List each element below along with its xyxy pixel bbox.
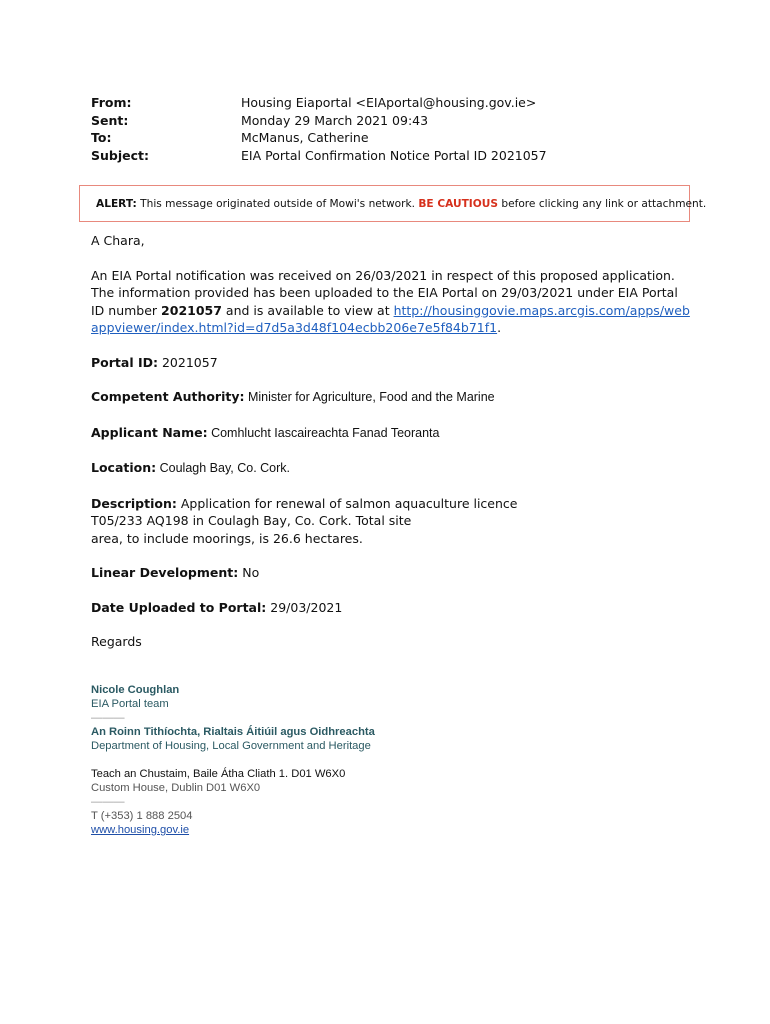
field-value-line2: T05/233 AQ198 in Coulagh Bay, Co. Cork. Total site [91,513,412,528]
signature-divider: ——— [91,712,125,724]
email-body [91,232,691,668]
header-value: Housing Eiaportal <EIAportal@housing.gov.ie> [241,95,537,110]
header-sent [91,112,547,130]
signature-dept-irish: An Roinn Tithíochta, Rialtais Áitiúil agus Oidhreachta [91,726,375,738]
header-value: McManus, Catherine [241,130,369,145]
signature-address-irish: Teach an Chustaim, Baile Átha Cliath 1. D01 W6X0 [91,768,346,780]
field-value-line3: area, to include moorings, is 26.6 hectares. [91,530,363,546]
external-alert-banner [79,185,707,222]
intro-text: An EIA Portal notification was received on 26/03/2021 in respect of this proposed application. The information provided has been uploaded to the EIA Portal on 29/03/2021 under EIA Portal ID number [91,267,678,318]
field-label: Linear Development: [91,565,239,580]
field-value: No [238,565,260,580]
signature-website-link[interactable]: www.housing.gov.ie [91,824,190,836]
header-label: Subject: [91,147,149,163]
email-signature [91,683,375,837]
intro-paragraph [91,267,691,337]
field-portal-id [91,354,691,372]
intro-end: . [497,320,502,335]
signature-phone: T (+353) 1 888 2504 [91,810,193,822]
field-description [91,495,691,548]
intro-text-2: and is available to view at [221,302,394,318]
intro-portal-id: 2021057 [161,302,222,318]
signature-name: Nicole Coughlan [91,684,180,696]
alert-text-end: before clicking any link or attachment. [497,197,707,210]
portal-link[interactable]: http://housinggovie.maps.arcgis.com/apps/webappviewer/index.html?id=d7d5a3d48f104ecbb206e7e5f84b71f1 [91,302,690,335]
header-label: From: [91,95,132,110]
signature-team: EIA Portal team [91,698,169,710]
greeting: A Chara, [91,233,145,248]
header-label: Sent: [91,112,129,128]
field-value: Minister for Agriculture, Food and the Marine [244,390,495,404]
field-label: Competent Authority: [91,389,245,404]
field-value: Application for renewal of salmon aquaculture licence [176,495,518,511]
field-label: Description: [91,495,177,511]
header-label: To: [91,130,112,145]
field-value: 2021057 [158,354,218,370]
header-value: EIA Portal Confirmation Notice Portal ID 2021057 [241,147,547,163]
field-linear-development [91,564,691,582]
field-label: Portal ID: [91,354,158,370]
signature-dept-english: Department of Housing, Local Government and Heritage [91,740,371,752]
closing: Regards [91,634,142,649]
signature-address-english: Custom House, Dublin D01 W6X0 [91,782,261,794]
alert-prefix: ALERT: [96,197,137,210]
field-label: Applicant Name: [91,424,208,440]
field-label: Date Uploaded to Portal: [91,599,267,615]
field-competent-authority [91,388,691,407]
field-applicant-name [91,424,691,443]
alert-caution: BE CAUTIOUS [418,197,498,210]
field-value: 29/03/2021 [266,599,343,615]
header-subject [91,147,547,165]
alert-text: This message originated outside of Mowi's network. [136,197,419,210]
field-date-uploaded [91,599,691,617]
email-headers [91,94,547,164]
header-value: Monday 29 March 2021 09:43 [241,112,429,128]
field-location [91,459,691,478]
field-value: Coulagh Bay, Co. Cork. [156,461,291,475]
header-from [91,94,547,112]
field-label: Location: [91,460,157,475]
header-to [91,129,547,147]
field-value: Comhlucht Iascaireachta Fanad Teoranta [207,425,440,440]
signature-divider: ——— [91,796,125,808]
